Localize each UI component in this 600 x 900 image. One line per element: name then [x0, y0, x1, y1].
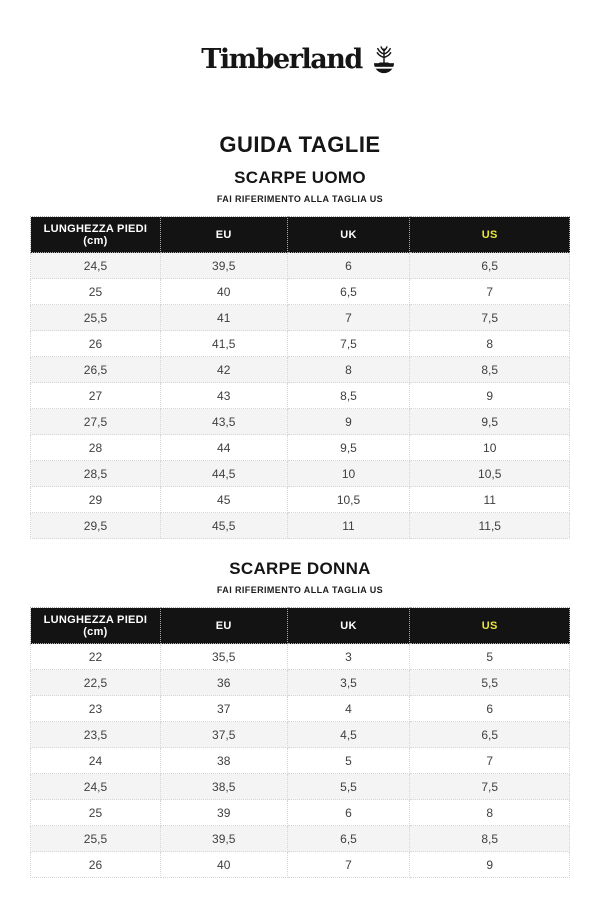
table-cell: 26 [31, 331, 161, 357]
table-cell: 9,5 [287, 435, 410, 461]
table-cell: 7 [410, 748, 570, 774]
table-cell: 24,5 [31, 774, 161, 800]
table-cell: 8,5 [410, 826, 570, 852]
table-cell: 28,5 [31, 461, 161, 487]
brand-logo-text: Timberland [201, 43, 362, 75]
table-row [31, 357, 570, 383]
table-row [31, 774, 570, 800]
table-cell: 36 [160, 670, 287, 696]
table-cell: 45 [160, 487, 287, 513]
table-cell: 35,5 [160, 644, 287, 670]
table-cell: 25,5 [31, 826, 161, 852]
table-cell: 25 [31, 279, 161, 305]
table-cell: 9 [287, 409, 410, 435]
table-cell: 5,5 [287, 774, 410, 800]
table-cell: 6 [287, 800, 410, 826]
page-title: GUIDA TAGLIE [219, 132, 381, 157]
size-guide [0, 168, 600, 878]
section-title-donna: SCARPE DONNA [229, 559, 371, 578]
header-cell-us: US [410, 608, 570, 644]
table-row [31, 305, 570, 331]
section-scarpe-donna [0, 559, 600, 878]
womens-table-header [31, 608, 570, 644]
table-row [31, 852, 570, 878]
table-row [31, 409, 570, 435]
section-note-donna: FAI RIFERIMENTO ALLA TAGLIA US [216, 585, 384, 595]
table-cell: 9 [410, 852, 570, 878]
table-cell: 39,5 [160, 826, 287, 852]
table-cell: 7 [410, 279, 570, 305]
table-cell: 9,5 [410, 409, 570, 435]
table-cell: 7,5 [410, 774, 570, 800]
tree-icon [369, 44, 399, 74]
table-cell: 6,5 [287, 826, 410, 852]
header-row [31, 608, 570, 644]
table-cell: 40 [160, 852, 287, 878]
table-cell: 8 [287, 357, 410, 383]
table-cell: 42 [160, 357, 287, 383]
table-cell: 24 [31, 748, 161, 774]
header-label-line1: LUNGHEZZA PIEDI [43, 613, 148, 626]
womens-table-body [31, 644, 570, 878]
table-cell: 10 [410, 435, 570, 461]
table-cell: 29 [31, 487, 161, 513]
table-cell: 11,5 [410, 513, 570, 539]
table-cell: 8 [410, 800, 570, 826]
table-cell: 23 [31, 696, 161, 722]
table-cell: 44,5 [160, 461, 287, 487]
table-cell: 43 [160, 383, 287, 409]
table-cell: 7 [287, 305, 410, 331]
table-cell: 37 [160, 696, 287, 722]
table-row [31, 800, 570, 826]
table-cell: 7,5 [287, 331, 410, 357]
table-cell: 41 [160, 305, 287, 331]
table-cell: 24,5 [31, 253, 161, 279]
table-cell: 38 [160, 748, 287, 774]
header-cell-lunghezza [31, 608, 161, 644]
table-cell: 39 [160, 800, 287, 826]
header-row [31, 217, 570, 253]
table-cell: 3 [287, 644, 410, 670]
table-cell: 27 [31, 383, 161, 409]
table-cell: 4 [287, 696, 410, 722]
table-cell: 5 [410, 644, 570, 670]
table-cell: 43,5 [160, 409, 287, 435]
table-cell: 6,5 [410, 722, 570, 748]
table-row [31, 461, 570, 487]
table-row [31, 331, 570, 357]
table-cell: 45,5 [160, 513, 287, 539]
table-row [31, 487, 570, 513]
header-cell-eu: EU [160, 608, 287, 644]
table-cell: 22,5 [31, 670, 161, 696]
table-row [31, 696, 570, 722]
table-cell: 8,5 [287, 383, 410, 409]
table-cell: 28 [31, 435, 161, 461]
table-cell: 10,5 [287, 487, 410, 513]
table-cell: 5 [287, 748, 410, 774]
table-cell: 6,5 [410, 253, 570, 279]
table-cell: 6 [287, 253, 410, 279]
table-cell: 44 [160, 435, 287, 461]
table-cell: 9 [410, 383, 570, 409]
table-row [31, 253, 570, 279]
mens-table-body [31, 253, 570, 539]
table-cell: 10 [287, 461, 410, 487]
section-note-uomo: FAI RIFERIMENTO ALLA TAGLIA US [216, 194, 384, 204]
table-cell: 22 [31, 644, 161, 670]
table-cell: 41,5 [160, 331, 287, 357]
table-cell: 3,5 [287, 670, 410, 696]
table-cell: 8,5 [410, 357, 570, 383]
header-cell-us: US [410, 217, 570, 253]
table-row [31, 748, 570, 774]
table-row [31, 513, 570, 539]
table-row [31, 644, 570, 670]
table-cell: 40 [160, 279, 287, 305]
table-row [31, 722, 570, 748]
header-cell-lunghezza [31, 217, 161, 253]
header-cell-uk: UK [287, 217, 410, 253]
table-cell: 11 [287, 513, 410, 539]
table-cell: 25 [31, 800, 161, 826]
mens-table-header [31, 217, 570, 253]
header-cell-eu: EU [160, 217, 287, 253]
header-cell-uk: UK [287, 608, 410, 644]
table-cell: 11 [410, 487, 570, 513]
table-cell: 5,5 [410, 670, 570, 696]
header-label-line2: (cm) [83, 625, 108, 638]
table-cell: 29,5 [31, 513, 161, 539]
header-label-line2: (cm) [83, 234, 108, 247]
table-cell: 6,5 [287, 279, 410, 305]
page-header [0, 0, 600, 158]
table-row [31, 435, 570, 461]
table-cell: 7 [287, 852, 410, 878]
table-cell: 23,5 [31, 722, 161, 748]
table-cell: 7,5 [410, 305, 570, 331]
section-scarpe-uomo [0, 168, 600, 539]
table-cell: 37,5 [160, 722, 287, 748]
table-row [31, 670, 570, 696]
header-label-line1: LUNGHEZZA PIEDI [43, 222, 148, 235]
table-cell: 4,5 [287, 722, 410, 748]
table-cell: 6 [410, 696, 570, 722]
table-cell: 10,5 [410, 461, 570, 487]
table-cell: 26 [31, 852, 161, 878]
mens-size-table [30, 216, 570, 539]
table-row [31, 383, 570, 409]
table-row [31, 279, 570, 305]
table-cell: 39,5 [160, 253, 287, 279]
table-cell: 38,5 [160, 774, 287, 800]
womens-size-table [30, 607, 570, 878]
table-row [31, 826, 570, 852]
table-cell: 26,5 [31, 357, 161, 383]
brand-logo [0, 0, 600, 74]
section-title-uomo: SCARPE UOMO [234, 168, 366, 187]
table-cell: 8 [410, 331, 570, 357]
table-cell: 27,5 [31, 409, 161, 435]
table-cell: 25,5 [31, 305, 161, 331]
